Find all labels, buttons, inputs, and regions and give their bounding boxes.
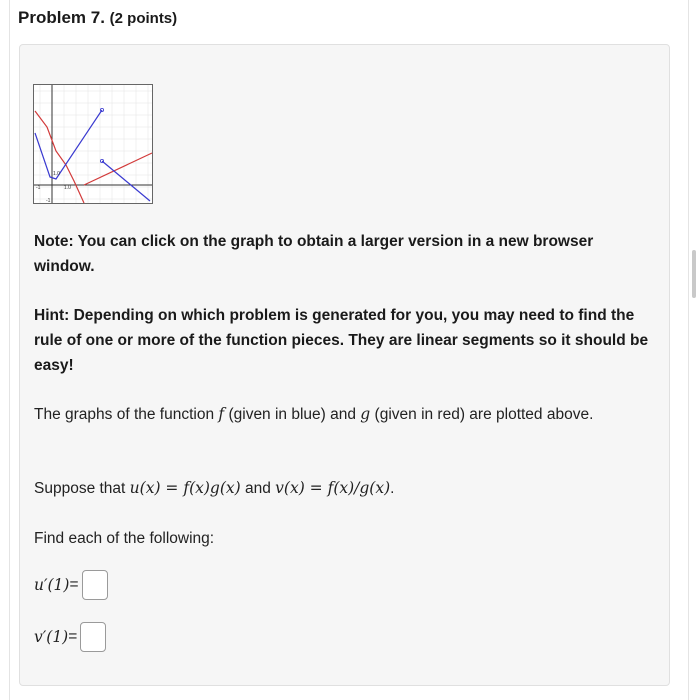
- points-label: (2 points): [109, 10, 178, 27]
- left-border: [9, 0, 10, 700]
- v-prime-answer-input[interactable]: [80, 622, 106, 652]
- f-function-blue: [35, 110, 102, 179]
- equals-sign: =: [69, 576, 79, 593]
- problem-title: [18, 8, 177, 28]
- v-definition: v(x) = f(x)/g(x): [275, 479, 391, 497]
- answer-row-u: [34, 570, 108, 600]
- tick-y-bot: -1: [46, 198, 51, 203]
- g-function-red-segment: [84, 153, 152, 185]
- prompt-text: Find each of the following:: [34, 530, 215, 547]
- v-prime-label: v′(1): [34, 628, 69, 646]
- g-symbol: g: [360, 405, 371, 423]
- equals-sign: =: [68, 628, 78, 645]
- graph-plot: [34, 85, 152, 203]
- answer-row-v: [34, 622, 106, 652]
- graph-statement: The graphs of the function f (given in blue) and g (given in red) are plotted above.: [34, 405, 594, 423]
- u-definition: u(x) = f(x)g(x): [129, 479, 241, 497]
- problem-label: Problem 7.: [18, 8, 105, 27]
- f-symbol: f: [218, 405, 225, 423]
- graph-thumbnail[interactable]: [33, 84, 153, 204]
- tick-x-mid: 1.0: [64, 185, 71, 191]
- note-text: Note: You can click on the graph to obtain a larger version in a new browser window.: [34, 233, 594, 275]
- tick-x-neg: -1: [36, 185, 41, 191]
- g-function-red: [35, 111, 84, 203]
- u-prime-label: u′(1): [34, 576, 70, 594]
- scrollbar-thumb[interactable]: [692, 250, 696, 298]
- tick-y-top: 1.0: [53, 171, 60, 177]
- definition-statement: Suppose that u(x) = f(x)g(x) and v(x) = f(x)/g(x).: [34, 479, 395, 497]
- f-function-blue-segment: [102, 161, 150, 201]
- u-prime-answer-input[interactable]: [82, 570, 108, 600]
- hint-text: Hint: Depending on which problem is generated for you, you may need to find the rule of one or more of the function pieces. They are linear segments so it should be easy!: [34, 307, 649, 374]
- right-border: [688, 0, 689, 700]
